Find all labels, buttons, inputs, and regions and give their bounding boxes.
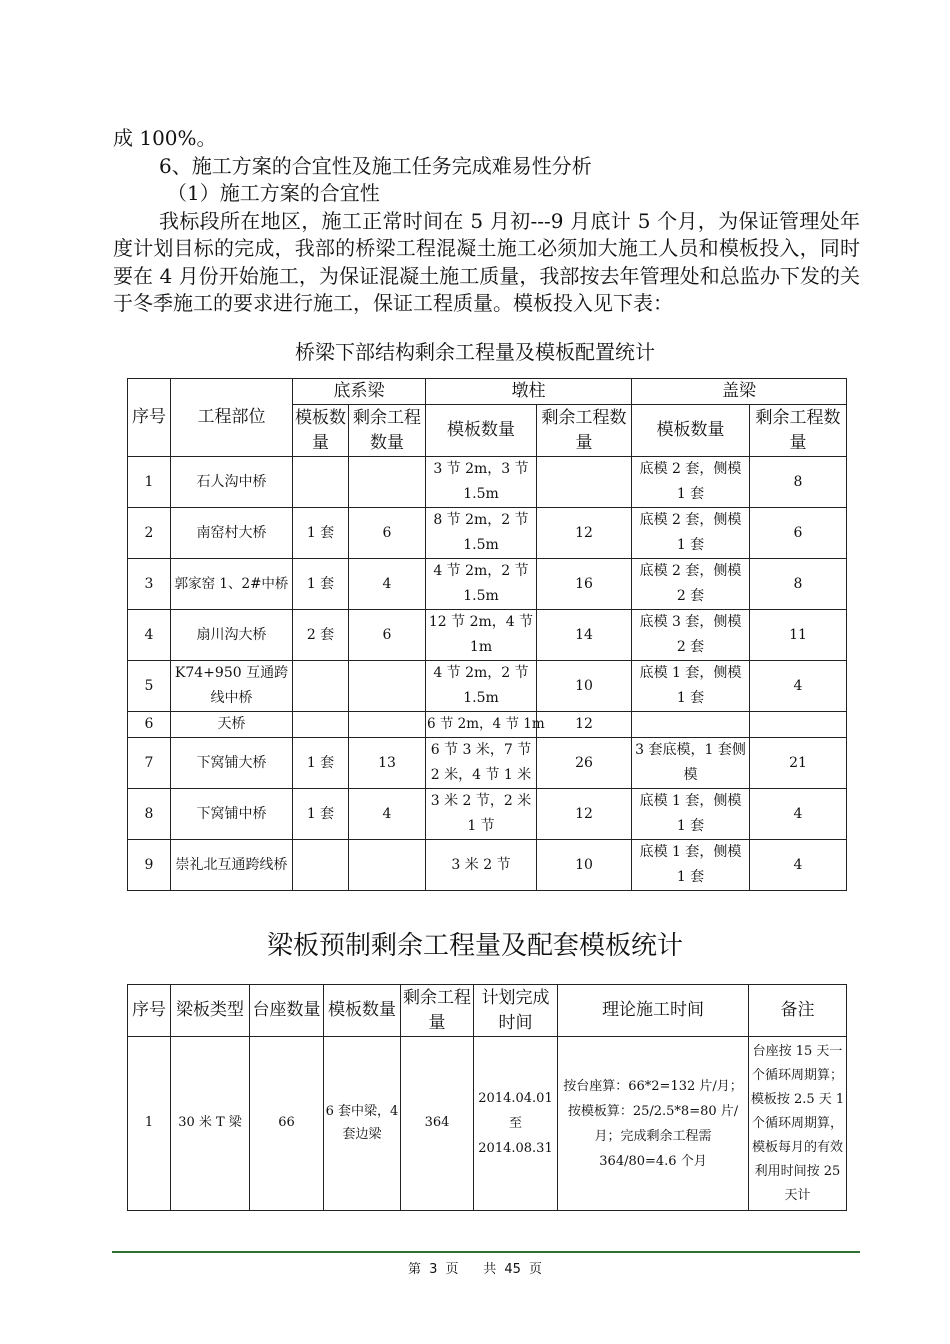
cell-base-mold — [293, 457, 349, 508]
cell-seq: 5 — [128, 661, 171, 712]
cell-cap-rem: 6 — [750, 508, 847, 559]
th-part: 工程部位 — [171, 379, 293, 457]
cell-type: 30 米 T 梁 — [171, 1037, 250, 1211]
table-row — [128, 738, 847, 789]
cell-cap-rem: 11 — [750, 610, 847, 661]
table2-caption: 梁板预制剩余工程量及配套模板统计 — [266, 931, 683, 961]
cell-base-rem: 4 — [349, 789, 426, 840]
cell-molds: 6 套中梁，4 套边梁 — [324, 1037, 401, 1211]
th-group-pier: 墩柱 — [426, 379, 632, 405]
th-seq: 序号 — [128, 985, 171, 1037]
cell-pier-mold: 4 节 2m，2 节 1.5m — [426, 661, 537, 712]
cell-seq: 3 — [128, 559, 171, 610]
cell-cap-mold — [632, 712, 750, 738]
cell-part: 郭家窑 1、2#中桥 — [171, 559, 293, 610]
cell-cap-mold: 底模 2 套，侧模 1 套 — [632, 508, 750, 559]
cell-pier-rem: 10 — [537, 661, 632, 712]
footer-total-number: 45 — [504, 1262, 521, 1277]
cell-base-mold: 1 套 — [293, 559, 349, 610]
th-group-base: 底系梁 — [293, 379, 426, 405]
cell-base-mold: 1 套 — [293, 789, 349, 840]
cell-theory: 按台座算：66*2=132 片/月；按模板算：25/2.5*8=80 片/月；完成剩余工程需 364/80=4.6 个月 — [558, 1037, 749, 1211]
table-row — [128, 661, 847, 712]
table-row — [128, 457, 847, 508]
th-planned: 计划完成时间 — [474, 985, 558, 1037]
cell-cap-mold: 底模 1 套，侧模 1 套 — [632, 840, 750, 891]
cell-seq: 2 — [128, 508, 171, 559]
cell-pier-rem: 12 — [537, 789, 632, 840]
cell-part: 南窑村大桥 — [171, 508, 293, 559]
subsection-heading-1: （1）施工方案的合宜性 — [167, 181, 380, 205]
cell-pier-mold: 3 米 2 节 — [426, 840, 537, 891]
cell-pier-rem: 26 — [537, 738, 632, 789]
footer-page-number: 3 — [429, 1262, 438, 1277]
table-substructure-molds — [127, 378, 847, 891]
cell-base-rem: 6 — [349, 610, 426, 661]
cell-cap-rem: 4 — [750, 789, 847, 840]
th-group-cap: 盖梁 — [632, 379, 847, 405]
cell-base-rem — [349, 661, 426, 712]
th-cap-mold: 模板数量 — [632, 405, 750, 457]
cell-base-rem: 6 — [349, 508, 426, 559]
cell-seq: 4 — [128, 610, 171, 661]
cell-seq: 1 — [128, 1037, 171, 1211]
cell-pier-rem — [537, 457, 632, 508]
cell-pier-mold: 6 节 2m，4 节 1m — [426, 712, 537, 738]
intro-line-1: 成 100%。 — [113, 126, 217, 150]
cell-seq: 7 — [128, 738, 171, 789]
page-footer — [0, 1258, 950, 1277]
cell-base-mold — [293, 661, 349, 712]
footer-page-prefix: 第 — [407, 1262, 421, 1277]
cell-base-rem: 4 — [349, 559, 426, 610]
cell-seq: 1 — [128, 457, 171, 508]
cell-base-mold — [293, 840, 349, 891]
cell-base-mold: 1 套 — [293, 738, 349, 789]
cell-cap-rem: 8 — [750, 559, 847, 610]
cell-cap-rem: 8 — [750, 457, 847, 508]
cell-cap-rem — [750, 712, 847, 738]
table-row — [128, 712, 847, 738]
footer-rule — [112, 1251, 860, 1253]
cell-cap-rem: 4 — [750, 661, 847, 712]
th-pier-mold: 模板数量 — [426, 405, 537, 457]
cell-base-rem — [349, 457, 426, 508]
cell-cap-mold: 底模 2 套，侧模 2 套 — [632, 559, 750, 610]
table-row — [128, 789, 847, 840]
cell-remark: 台座按 15 天一个循环周期算；模板按 2.5 天 1 个循环周期算，模板每月的有效利用时间按 25 天计 — [749, 1037, 847, 1211]
cell-base-rem — [349, 712, 426, 738]
cell-remaining: 364 — [401, 1037, 474, 1211]
th-cap-rem: 剩余工程数量 — [750, 405, 847, 457]
table-row — [128, 840, 847, 891]
planned-end: 2014.08.31 — [478, 1141, 553, 1156]
cell-base-mold: 2 套 — [293, 610, 349, 661]
cell-cap-mold: 底模 2 套，侧模 1 套 — [632, 457, 750, 508]
footer-total-unit: 页 — [529, 1262, 543, 1277]
cell-part: 扇川沟大桥 — [171, 610, 293, 661]
cell-cap-mold: 底模 3 套，侧模 2 套 — [632, 610, 750, 661]
planned-to: 至 — [508, 1116, 522, 1131]
cell-pier-mold: 3 节 2m，3 节 1.5m — [426, 457, 537, 508]
cell-planned — [474, 1037, 558, 1211]
table-row — [128, 559, 847, 610]
cell-seq: 8 — [128, 789, 171, 840]
cell-pier-rem: 16 — [537, 559, 632, 610]
cell-base-rem — [349, 840, 426, 891]
th-theory: 理论施工时间 — [558, 985, 749, 1037]
table1-caption: 桥梁下部结构剩余工程量及模板配置统计 — [295, 340, 655, 364]
cell-pier-rem: 14 — [537, 610, 632, 661]
cell-seq: 6 — [128, 712, 171, 738]
cell-part: 下窝铺中桥 — [171, 789, 293, 840]
cell-base-mold: 1 套 — [293, 508, 349, 559]
cell-base-mold — [293, 712, 349, 738]
cell-part: K74+950 互通跨线中桥 — [171, 661, 293, 712]
th-remark: 备注 — [749, 985, 847, 1037]
th-type: 梁板类型 — [171, 985, 250, 1037]
planned-start: 2014.04.01 — [478, 1091, 553, 1106]
cell-pier-mold: 3 米 2 节，2 米 1 节 — [426, 789, 537, 840]
cell-cap-mold: 底模 1 套，侧模 1 套 — [632, 789, 750, 840]
cell-cap-mold: 底模 1 套，侧模 1 套 — [632, 661, 750, 712]
footer-page-unit: 页 — [445, 1262, 459, 1277]
cell-pier-rem: 12 — [537, 712, 632, 738]
cell-cap-mold: 3 套底模，1 套侧模 — [632, 738, 750, 789]
table-row — [128, 610, 847, 661]
cell-part: 下窝铺大桥 — [171, 738, 293, 789]
cell-pier-mold: 12 节 2m，4 节 1m — [426, 610, 537, 661]
cell-cap-rem: 4 — [750, 840, 847, 891]
table-beam-precast — [127, 984, 847, 1211]
th-remaining: 剩余工程量 — [401, 985, 474, 1037]
cell-pier-mold: 8 节 2m，2 节 1.5m — [426, 508, 537, 559]
cell-cap-rem: 21 — [750, 738, 847, 789]
body-paragraph: 我标段所在地区，施工正常时间在 5 月初---9 月底计 5 个月，为保证管理处年度计划目标的完成，我部的桥梁工程混凝土施工必须加大施工人员和模板投入，同时要在 4 月份开始施工，为保证混凝土施工质量，我部按去年管理处和总监办下发的关于冬季施工的要求进行施工，保证工程质量。模板投入见下表： — [113, 208, 860, 315]
th-seq: 序号 — [128, 379, 171, 457]
cell-pedestals: 66 — [250, 1037, 324, 1211]
cell-seq: 9 — [128, 840, 171, 891]
th-base-rem: 剩余工程数量 — [349, 405, 426, 457]
cell-part: 天桥 — [171, 712, 293, 738]
th-pier-rem: 剩余工程数量 — [537, 405, 632, 457]
section-heading-6: 6、施工方案的合宜性及施工任务完成难易性分析 — [159, 153, 592, 178]
cell-pier-mold: 6 节 3 米，7 节 2 米，4 节 1 米 — [426, 738, 537, 789]
table-row — [128, 508, 847, 559]
th-pedestals: 台座数量 — [250, 985, 324, 1037]
cell-part: 石人沟中桥 — [171, 457, 293, 508]
th-molds: 模板数量 — [324, 985, 401, 1037]
cell-part: 崇礼北互通跨线桥 — [171, 840, 293, 891]
th-base-mold: 模板数量 — [293, 405, 349, 457]
cell-base-rem: 13 — [349, 738, 426, 789]
intro-text — [113, 125, 860, 318]
footer-total-prefix: 共 — [483, 1262, 497, 1277]
cell-pier-rem: 12 — [537, 508, 632, 559]
cell-pier-mold: 4 节 2m，2 节 1.5m — [426, 559, 537, 610]
cell-pier-rem: 10 — [537, 840, 632, 891]
table-row — [128, 1037, 847, 1211]
